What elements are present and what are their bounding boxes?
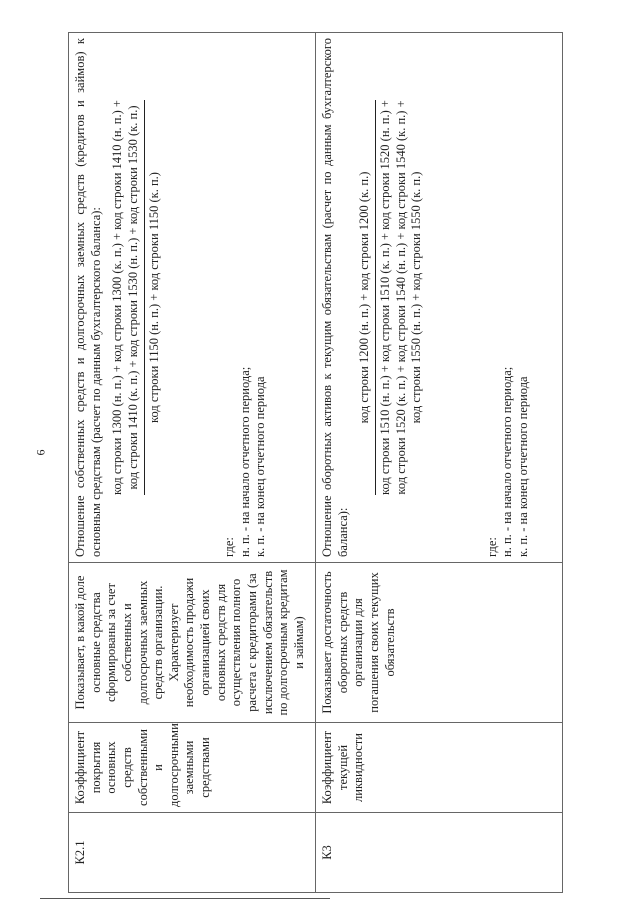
table-row xyxy=(69,33,316,893)
rotated-table-container xyxy=(68,33,562,893)
indicator-code: К2.1 xyxy=(69,813,316,893)
fraction-denominator xyxy=(376,100,425,495)
indicator-formula-cell xyxy=(316,33,563,563)
where-label: где: xyxy=(222,537,237,557)
formula-definition: Отношение собственных средств и долгосрочных заемных средств (кредитов и займов) к основным средствам (расчет по данным бухгалтерского баланса): xyxy=(73,38,103,557)
fraction-denominator: код строки 1150 (н. п.) + код строки 1150 (к. п.) xyxy=(146,172,161,423)
fraction-numerator: код строки 1200 (н. п.) + код строки 1200 (к. п.) xyxy=(357,100,376,495)
bottom-divider xyxy=(40,898,330,899)
page-number: 6 xyxy=(33,449,48,456)
indicator-code: К3 xyxy=(316,813,563,893)
formula-definition: Отношение оборотных активов к текущим обязательствам (расчет по данным бухгалтерского баланса): xyxy=(320,38,350,557)
where-label: где: xyxy=(484,537,499,557)
formula xyxy=(110,38,162,557)
denominator-line-1: код строки 1510 (н. п.) + код строки 1510 (к. п.) + код строки 1520 (н. п.) + xyxy=(377,100,392,495)
denominator-line-3: код строки 1550 (н. п.) + код строки 1550 (к. п.) xyxy=(409,171,424,424)
where-line-1: н. п. - на начало отчетного периода; xyxy=(500,366,515,557)
indicator-name: Коэффициент покрытия основных средств собственными и долгосрочными заемными средствами xyxy=(69,723,316,813)
indicator-name: Коэффициент текущей ликвидности xyxy=(316,723,563,813)
numerator-line-2: код строки 1410 (к. п.) + код строки 1530 (н. п.) + код строки 1530 (к. п.) xyxy=(125,105,140,490)
formula xyxy=(357,38,425,557)
where-line-2: к. п. - на конец отчетного периода xyxy=(516,376,530,557)
where-line-2: к. п. - на конец отчетного периода xyxy=(253,376,268,557)
indicator-description: Показывает достаточность оборотных средств организации для погашения своих текущих обязательств xyxy=(316,563,563,723)
fraction xyxy=(110,100,162,495)
indicator-formula-cell xyxy=(69,33,316,563)
denominator-line-2: код строки 1520 (к. п.) + код строки 1540 (н. п.) + код строки 1540 (к. п.) + xyxy=(393,100,408,495)
indicator-description: Показывает, в какой доле основные средства сформированы за счет собственных и долгосрочных заемных средств организации. Характеризует необходимость продажи организацией своих основных средств для осуществления полного расчета с кредиторами (за исключением обязательств по долгосрочным кредитам и займам) xyxy=(69,563,316,723)
where-block xyxy=(485,38,532,557)
fraction-numerator xyxy=(110,100,144,495)
where-line-1: н. п. - на начало отчетного периода; xyxy=(237,366,252,557)
numerator-line-1: код строки 1300 (н. п.) + код строки 1300 (к. п.) + код строки 1410 (н. п.) + xyxy=(110,100,125,495)
fraction xyxy=(357,100,425,495)
table-row xyxy=(316,33,563,893)
where-block xyxy=(222,38,269,557)
indicators-table xyxy=(68,32,563,893)
